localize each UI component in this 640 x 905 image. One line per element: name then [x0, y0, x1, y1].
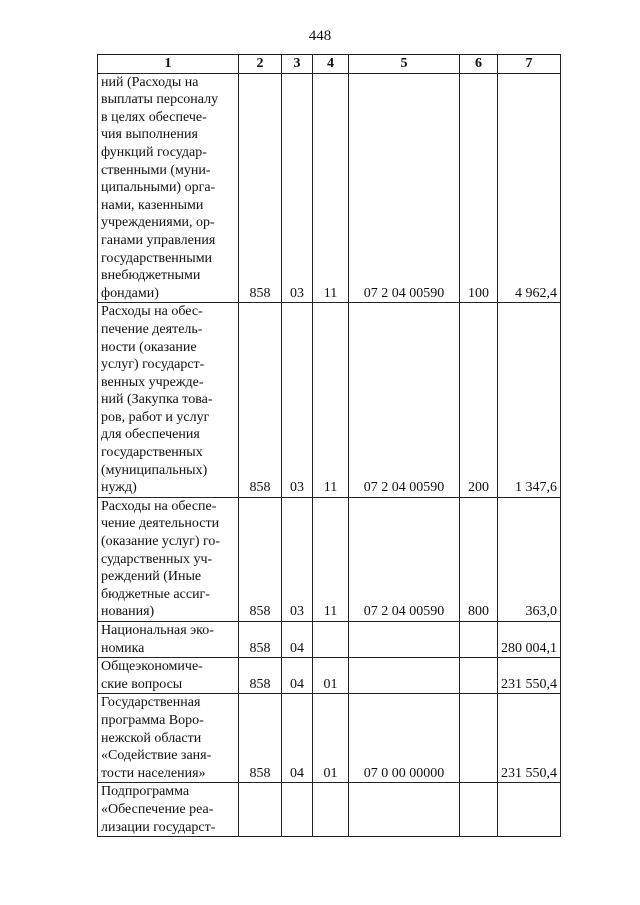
row-name-line: ний (Расходы на: [101, 74, 199, 90]
amount-cell: 231 550,4: [498, 658, 561, 694]
subsection-cell: 11: [313, 303, 349, 498]
section-cell: 04: [282, 694, 313, 783]
table-header-row: [98, 55, 561, 74]
row-name-line: учреждениями, ор-: [101, 215, 215, 231]
section-cell: [282, 783, 313, 837]
expense-type-cell: 100: [460, 73, 498, 303]
subsection-cell: 01: [313, 694, 349, 783]
table-row: [98, 497, 561, 621]
expense-type-cell: 800: [460, 497, 498, 621]
row-name-line: нования): [101, 604, 155, 620]
code-cell: 858: [239, 694, 282, 783]
row-name-line: Подпрограмма: [101, 784, 190, 800]
row-name-line: функций государ-: [101, 144, 207, 160]
target-article-cell: 07 2 04 00590: [349, 73, 460, 303]
row-name-line: номика: [101, 640, 145, 656]
row-name-line: Расходы на обес-: [101, 304, 203, 320]
section-cell: 03: [282, 73, 313, 303]
row-name-line: реждений (Иные: [101, 569, 202, 585]
column-header: 7: [498, 55, 561, 74]
code-cell: 858: [239, 622, 282, 658]
table-row: [98, 303, 561, 498]
column-header: 5: [349, 55, 460, 74]
row-name-line: в целях обеспече-: [101, 109, 207, 125]
target-article-cell: 07 2 04 00590: [349, 303, 460, 498]
expense-type-cell: [460, 622, 498, 658]
subsection-cell: [313, 622, 349, 658]
row-name-line: Государственная: [101, 695, 201, 711]
row-name-line: «Обеспечение реа-: [101, 801, 214, 817]
row-name-cell: [98, 694, 239, 783]
column-header: 1: [98, 55, 239, 74]
row-name-line: бюджетные ассиг-: [101, 586, 210, 602]
row-name-line: государственных: [101, 445, 203, 461]
column-header: 6: [460, 55, 498, 74]
target-article-cell: [349, 783, 460, 837]
row-name-line: нужд): [101, 480, 137, 496]
subsection-cell: 01: [313, 658, 349, 694]
column-header: 2: [239, 55, 282, 74]
expense-type-cell: [460, 783, 498, 837]
row-name-line: «Содействие заня-: [101, 748, 212, 764]
row-name-line: услуг) государст-: [101, 357, 205, 373]
section-cell: 03: [282, 303, 313, 498]
row-name-line: лизации государст-: [101, 819, 216, 835]
row-name-line: венных учрежде-: [101, 374, 204, 390]
row-name-cell: [98, 783, 239, 837]
row-name-line: нами, казенными: [101, 197, 204, 213]
row-name-cell: [98, 658, 239, 694]
page-number: 448: [308, 28, 332, 44]
amount-cell: 1 347,6: [498, 303, 561, 498]
target-article-cell: 07 2 04 00590: [349, 497, 460, 621]
table-row: [98, 73, 561, 303]
row-name-line: Расходы на обеспе-: [101, 498, 217, 514]
row-name-line: для обеспечения: [101, 427, 200, 443]
amount-cell: 363,0: [498, 497, 561, 621]
row-name-line: фондами): [101, 285, 159, 301]
section-cell: 04: [282, 622, 313, 658]
code-cell: 858: [239, 73, 282, 303]
amount-cell: 280 004,1: [498, 622, 561, 658]
row-name-line: ганами управления: [101, 232, 216, 248]
table-row: [98, 658, 561, 694]
table-row: [98, 783, 561, 837]
row-name-line: внебюджетными: [101, 268, 201, 284]
row-name-line: нежской области: [101, 730, 202, 746]
column-header: 4: [313, 55, 349, 74]
code-cell: [239, 783, 282, 837]
row-name-line: ципальными) орга-: [101, 180, 216, 196]
row-name-line: программа Воро-: [101, 712, 204, 728]
row-name-line: Общеэкономиче-: [101, 659, 203, 675]
row-name-cell: [98, 622, 239, 658]
row-name-line: (муниципальных): [101, 462, 208, 478]
subsection-cell: 11: [313, 73, 349, 303]
section-cell: 04: [282, 658, 313, 694]
row-name-line: (оказание услуг) го-: [101, 534, 221, 550]
column-header: 3: [282, 55, 313, 74]
row-name-line: выплаты персоналу: [101, 92, 219, 108]
target-article-cell: 07 0 00 00000: [349, 694, 460, 783]
expense-type-cell: [460, 658, 498, 694]
expense-type-cell: 200: [460, 303, 498, 498]
table-row: [98, 622, 561, 658]
subsection-cell: [313, 783, 349, 837]
row-name-line: сударственных уч-: [101, 551, 213, 567]
amount-cell: [498, 783, 561, 837]
row-name-cell: [98, 497, 239, 621]
row-name-line: Национальная эко-: [101, 623, 214, 638]
code-cell: 858: [239, 658, 282, 694]
amount-cell: 4 962,4: [498, 73, 561, 303]
row-name-line: чение деятельности: [101, 516, 220, 532]
row-name-line: ственными (муни-: [101, 162, 211, 178]
section-cell: 03: [282, 497, 313, 621]
row-name-line: чия выполнения: [101, 127, 198, 143]
table-row: [98, 694, 561, 783]
row-name-cell: [98, 73, 239, 303]
subsection-cell: 11: [313, 497, 349, 621]
amount-cell: 231 550,4: [498, 694, 561, 783]
row-name-line: государственными: [101, 250, 213, 266]
row-name-line: печение деятель-: [101, 321, 203, 337]
row-name-line: ские вопросы: [101, 676, 183, 692]
row-name-line: ний (Закупка това-: [101, 392, 213, 408]
row-name-line: ности (оказание: [101, 339, 197, 355]
target-article-cell: [349, 622, 460, 658]
row-name-line: ров, работ и услуг: [101, 409, 210, 425]
code-cell: 858: [239, 497, 282, 621]
expense-type-cell: [460, 694, 498, 783]
row-name-line: тости населения»: [101, 765, 206, 781]
target-article-cell: [349, 658, 460, 694]
row-name-cell: [98, 303, 239, 498]
code-cell: 858: [239, 303, 282, 498]
budget-table: [97, 54, 561, 837]
